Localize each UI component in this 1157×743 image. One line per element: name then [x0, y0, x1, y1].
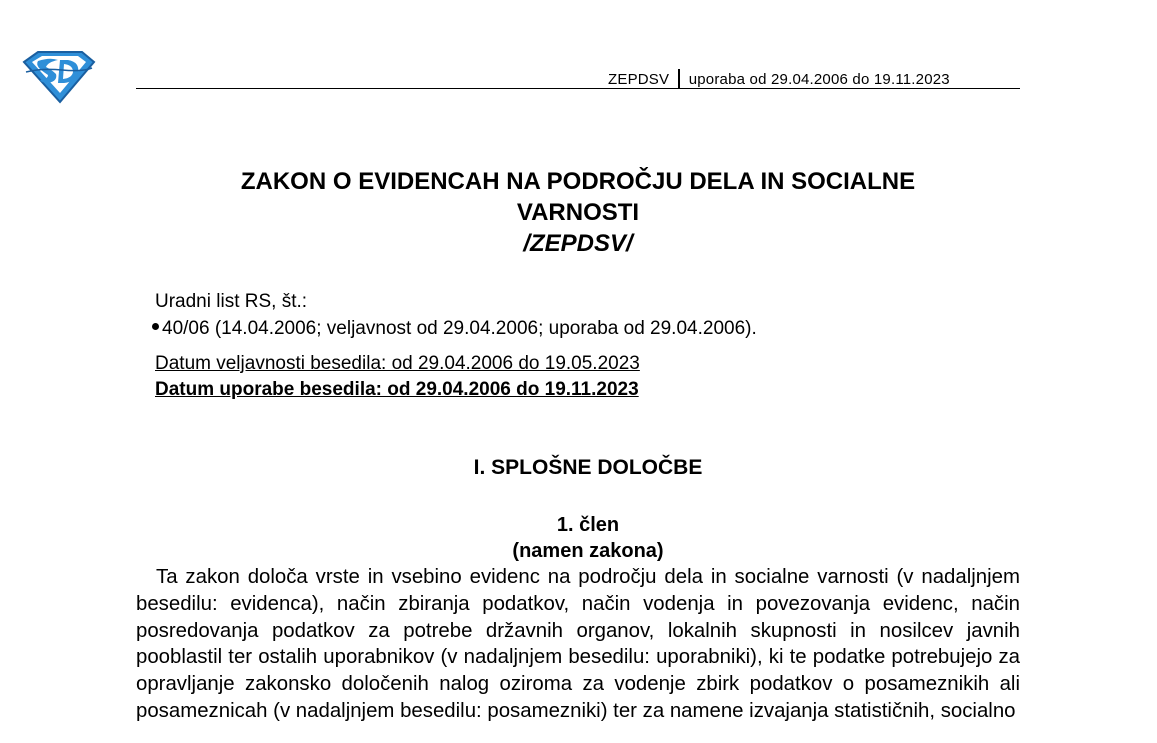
gazette-reference [155, 288, 757, 342]
document-title [136, 166, 1020, 259]
application-date: Datum uporabe besedila: od 29.04.2006 do 19.11.2023 [155, 379, 639, 400]
chapter-heading: I. SPLOŠNE DOLOČBE [473, 456, 703, 479]
header-rule [136, 88, 1020, 89]
article-body: Ta zakon določa vrste in vsebino evidenc na področju dela in socialne varnosti (v nadaljnjem besedilu: evidenca), način zbiranja podatkov, način vodenja in povezovanja evidenc, način posredovanja podatkov za potrebe državnih organov, lokalnih skupnosti in nosilcev javnih pooblastil ter ostalih uporabnikov (v nadaljnjem besedilu: uporabniki), ki te podatke potrebujejo za opravljanje zakonsko določenih nalog oziroma za vodenje zbirk podatkov o posameznikih ali posameznicah (v nadaljnjem besedilu: posamezniki) ter za namene izvajanja statističnih, socialno [136, 566, 1020, 722]
title-abbreviation: /ZEPDSV/ [523, 230, 633, 257]
article-heading [136, 512, 1040, 564]
running-header [608, 69, 950, 89]
article-title: (namen zakona) [512, 540, 664, 562]
article-number: 1. člen [556, 514, 620, 536]
title-line-1: ZAKON O EVIDENCAH NA PODROČJU DELA IN SOCIALNE [240, 168, 916, 195]
validity-date: Datum veljavnosti besedila: od 29.04.2006 do 19.05.2023 [155, 353, 640, 374]
gazette-entry [155, 315, 757, 342]
header-abbreviation: ZEPDSV [608, 71, 670, 88]
header-separator [678, 69, 680, 89]
publisher-logo-icon [22, 48, 96, 104]
title-line-2: VARNOSTI [516, 199, 640, 226]
text-dates [155, 351, 640, 403]
header-validity: uporaba od 29.04.2006 do 19.11.2023 [688, 71, 950, 88]
gazette-label: Uradni list RS, št.: [155, 291, 308, 312]
gazette-entry-text: 40/06 (14.04.2006; veljavnost od 29.04.2006; uporaba od 29.04.2006). [162, 318, 757, 339]
bullet-icon [152, 323, 159, 330]
